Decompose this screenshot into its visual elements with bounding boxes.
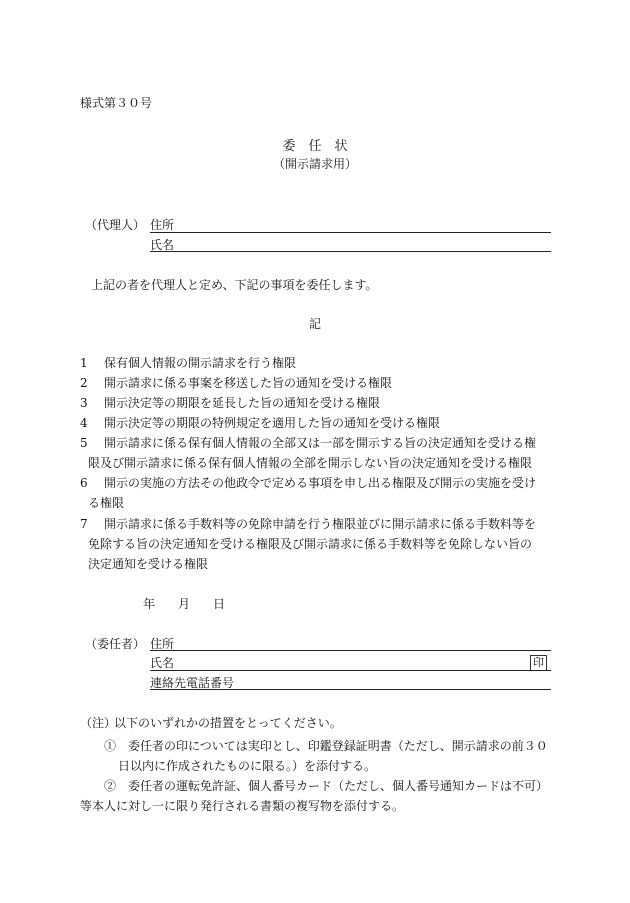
list-item-line: 免除する旨の決定通知を受ける権限及び開示請求に係る手数料等を免除しない旨の [88, 537, 533, 551]
list-item-line: 開示請求に係る手数料等の免除申請を行う権限並びに開示請求に係る手数料等を [104, 517, 537, 531]
document-subtitle: （開示請求用） [272, 157, 357, 171]
item-number: 5 [80, 436, 88, 450]
item-number: 1 [80, 356, 88, 370]
principal-name-line [150, 670, 551, 671]
list-item: 開示請求に係る事案を移送した旨の通知を受ける権限 [104, 376, 393, 390]
list-item-line: 開示の実施の方法その他政令で定める事項を申し出る権限及び開示の実施を受け [104, 476, 537, 490]
item-number: 3 [80, 396, 88, 410]
note-option-2-cont: 等本人に対し一に限り発行される書類の複写物を添付する。 [80, 799, 405, 813]
document-title: 委 任 状 [282, 139, 348, 154]
principal-phone-label: 連絡先電話番号 [150, 676, 235, 690]
list-item: 保有個人情報の開示請求を行う権限 [104, 356, 297, 370]
principal-name-label: 氏名 [150, 656, 175, 670]
item-number: 6 [80, 476, 88, 490]
agent-address-line [150, 232, 551, 233]
date-year: 年 [143, 597, 156, 611]
item-number: 4 [80, 416, 88, 430]
note-option-2: ② 委任者の運転免許証、個人番号カード（ただし、個人番号通知カードは不可） [104, 779, 549, 793]
item-number: 2 [80, 376, 88, 390]
list-item-line: 限及び開示請求に係る保有個人情報の全部を開示しない旨の決定通知を受ける権限 [88, 456, 533, 470]
list-item-line: る権限 [88, 496, 125, 510]
principal-phone-line [150, 689, 551, 690]
delegation-statement: 上記の者を代理人と定め、下記の事項を委任します。 [91, 278, 378, 292]
principal-address-line [150, 650, 551, 651]
note-option-1: ① 委任者の印については実印とし、印鑑登録証明書（ただし、開示請求の前３０ [104, 739, 548, 753]
note-intro: 以下のいずれかの措置をとってください。 [114, 716, 342, 730]
form-number: 様式第３０号 [80, 96, 153, 110]
agent-label: （代理人） [85, 218, 146, 232]
date-month: 月 [178, 597, 191, 611]
list-item-line: 開示請求に係る保有個人情報の全部又は一部を開示する旨の決定通知を受ける権 [104, 436, 537, 450]
item-number: 7 [80, 517, 88, 531]
note-label: （注） [80, 716, 117, 730]
agent-address-label: 住所 [150, 218, 175, 232]
agent-name-line [150, 251, 551, 252]
principal-address-label: 住所 [150, 637, 175, 651]
list-item-line: 決定通知を受ける権限 [88, 557, 209, 571]
principal-label: （委任者） [85, 637, 146, 651]
list-item: 開示決定等の期限を延長した旨の通知を受ける権限 [104, 396, 381, 410]
seal-mark: 印 [530, 655, 547, 671]
agent-name-label: 氏名 [150, 238, 175, 252]
ki-heading: 記 [308, 317, 321, 331]
list-item: 開示決定等の期限の特例規定を適用した旨の通知を受ける権限 [104, 416, 441, 430]
date-day: 日 [213, 597, 226, 611]
note-option-1-cont: 日以内に作成されたものに限る。）を添付する。 [118, 759, 377, 773]
